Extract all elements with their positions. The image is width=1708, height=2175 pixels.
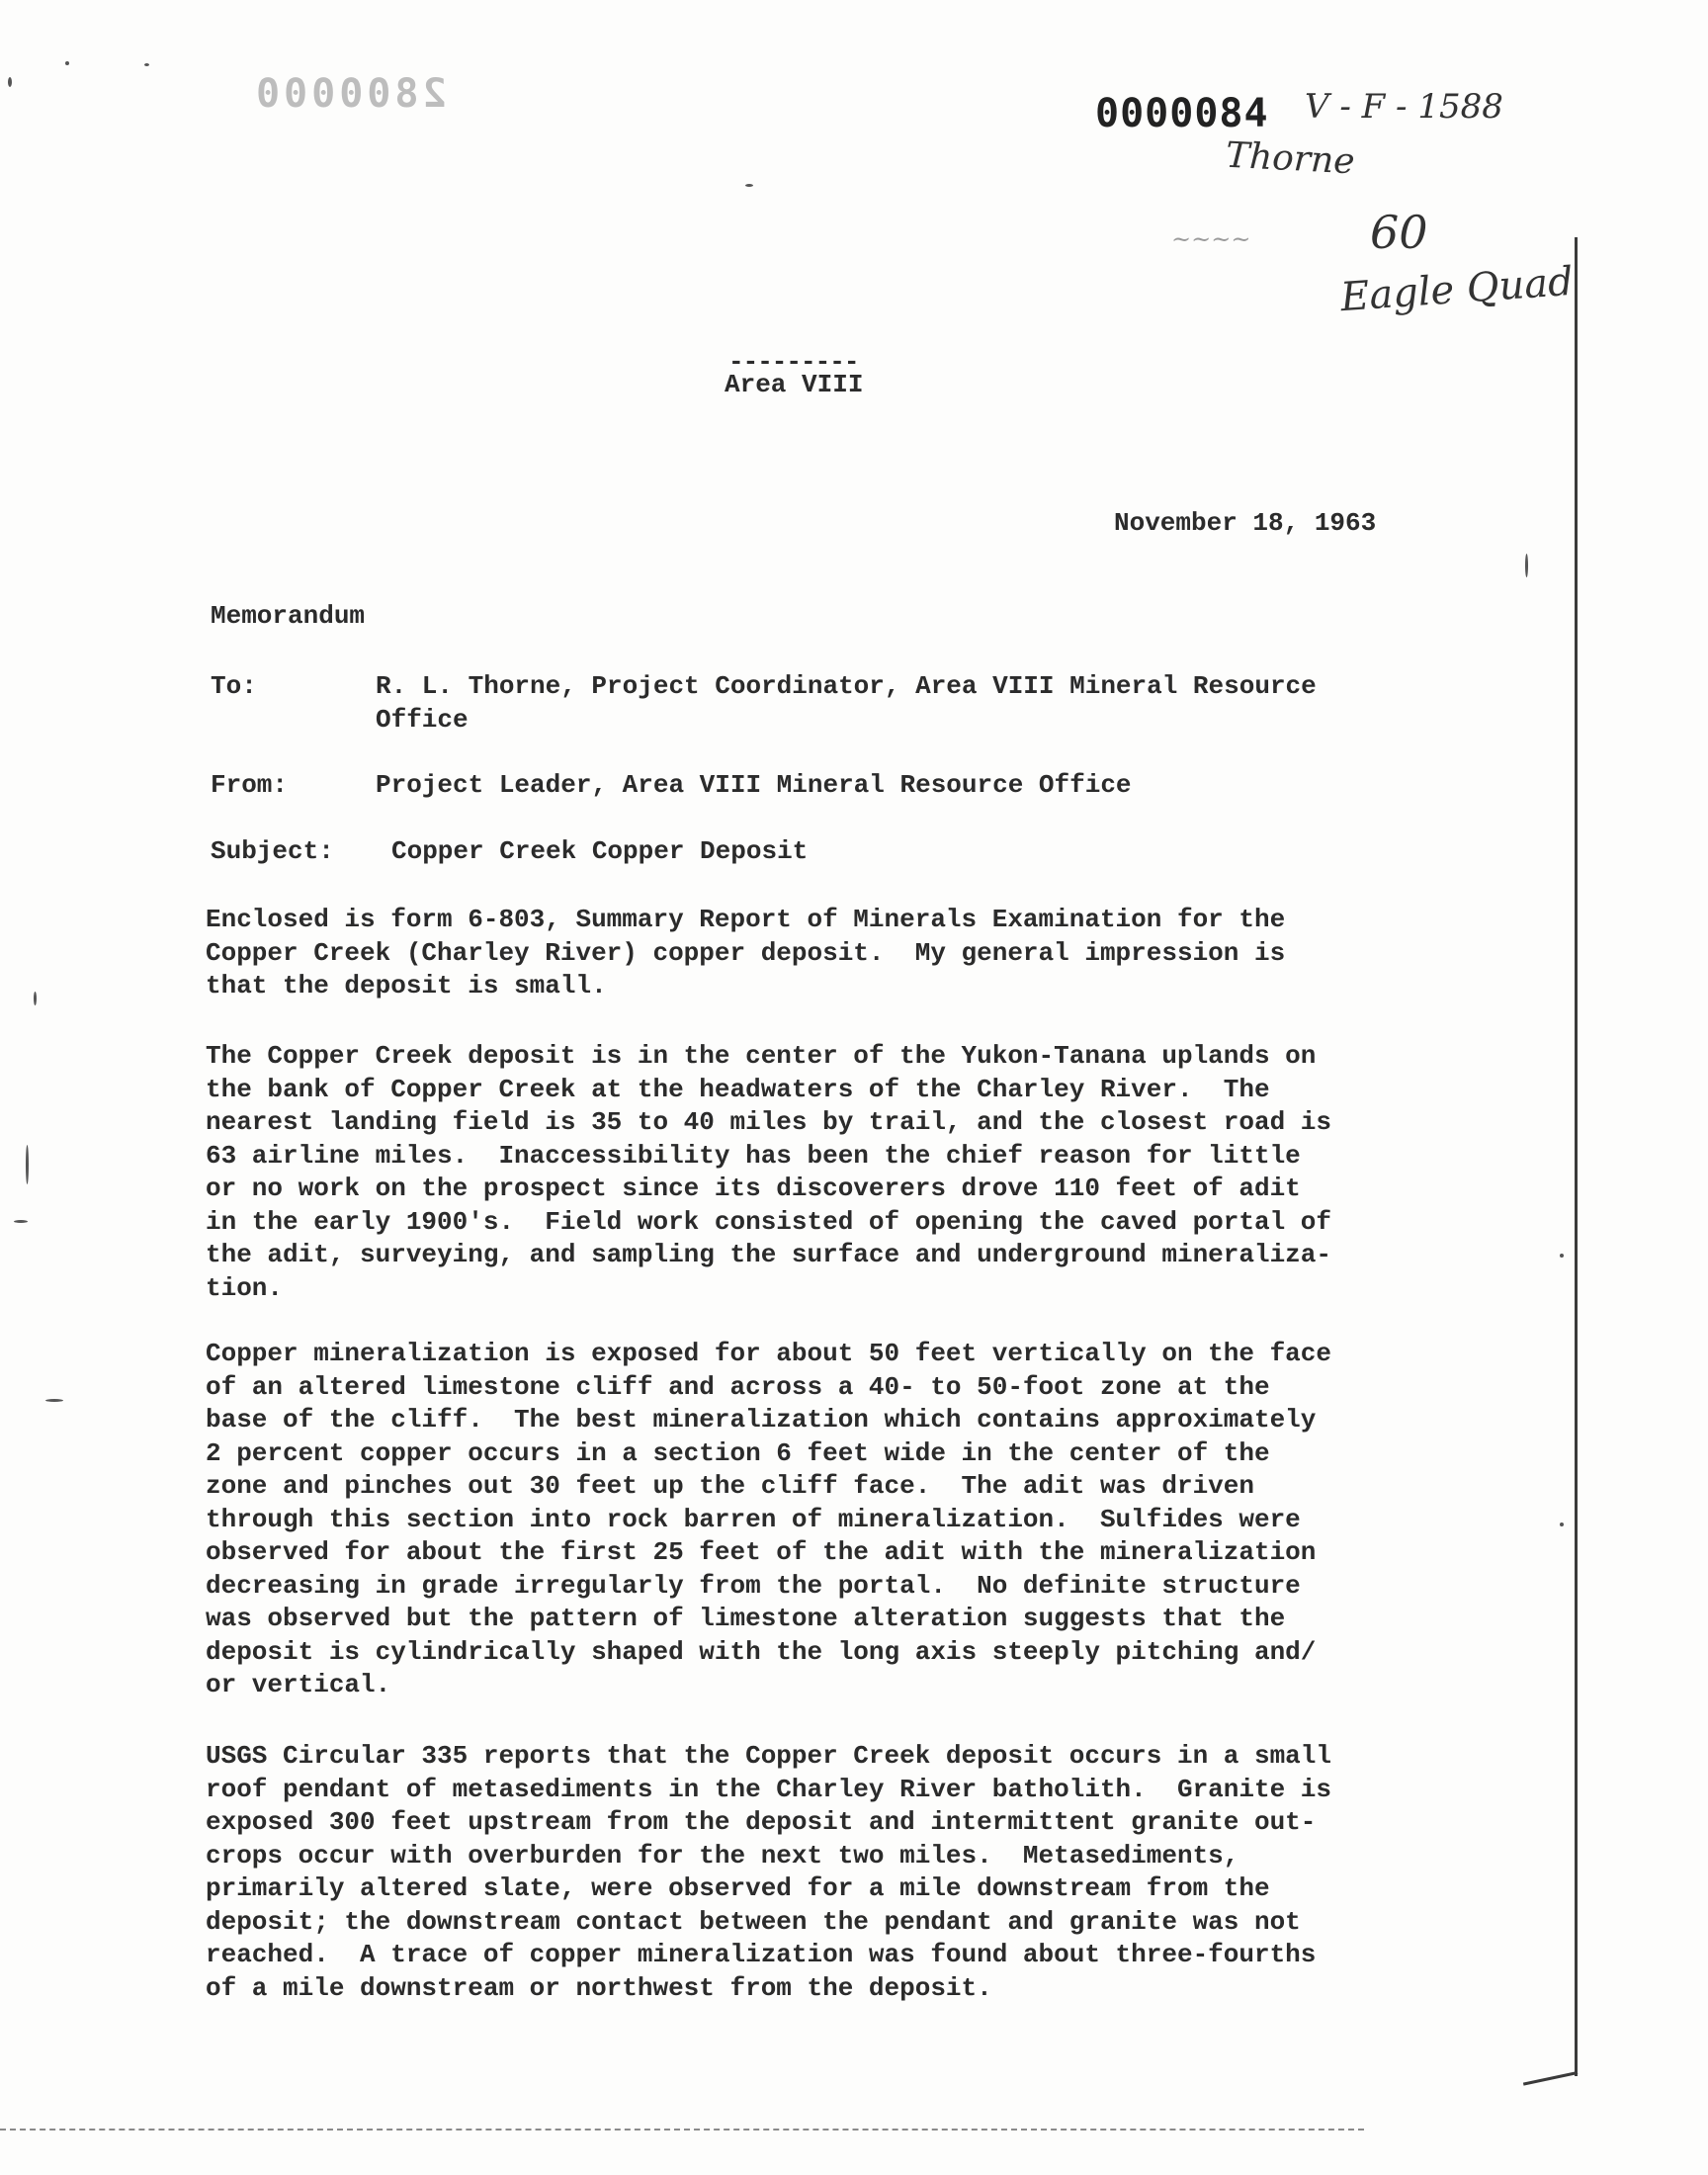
header-rule: --------- bbox=[728, 347, 859, 377]
scan-speck bbox=[1560, 1522, 1564, 1526]
scan-speck bbox=[26, 1145, 29, 1184]
to-recipient: R. L. Thorne, Project Coordinator, Area VIII Mineral Resource Office bbox=[376, 671, 1317, 735]
body-paragraph: Copper mineralization is exposed for about 50 feet vertically on the face of an altered limestone cliff and across a 40- to 50-foot zone at the base of the cliff. The best mineralization which contains approximately 2 percent copper occurs in a section 6 feet wide in the center of the zone and pinches out 30 feet up the cliff face. The adit was driven through this section into rock barren of mineralization. Sulfides were observed for about the first 25 feet of the adit with the mineralization decreasing in grade irregularly from the portal. No definite structure was observed but the pattern of limestone alteration suggests that the deposit is cylindrically shaped with the long axis steeply pitching and/ or vertical. bbox=[206, 1339, 1331, 1699]
scan-speck bbox=[8, 77, 12, 87]
area-title: Area VIII bbox=[725, 370, 864, 399]
handwritten-quad: Eagle Quad bbox=[1338, 258, 1576, 321]
handwritten-name: Thorne bbox=[1225, 134, 1356, 183]
handwritten-number: 60 bbox=[1370, 206, 1428, 259]
scan-speck bbox=[14, 1220, 28, 1223]
page-edge-rule bbox=[1575, 237, 1578, 2076]
body-paragraph: Enclosed is form 6-803, Summary Report of Minerals Examination for the Copper Creek (Charley River) copper deposit. My general impression is that the deposit is small. bbox=[206, 905, 1286, 1000]
subject-label: Subject: bbox=[211, 836, 334, 866]
page-corner-fold bbox=[1523, 2071, 1578, 2086]
scan-speck bbox=[65, 61, 69, 65]
memo-date: November 18, 1963 bbox=[1114, 508, 1377, 538]
from-sender: Project Leader, Area VIII Mineral Resource Office bbox=[376, 770, 1132, 800]
scan-speck bbox=[34, 992, 37, 1005]
scan-speck bbox=[144, 63, 149, 66]
faded-stamp-number: 2800000 bbox=[252, 71, 447, 117]
handwritten-smudge: ~~~~ bbox=[1171, 225, 1251, 253]
document-number-stamp: 0000084 bbox=[1095, 91, 1269, 136]
handwritten-file-reference: V - F - 1588 bbox=[1305, 87, 1503, 127]
body-paragraph: USGS Circular 335 reports that the Copper Creek deposit occurs in a small roof pendant of metasediments in the Charley River batholith. Granite is exposed 300 feet upstream from the deposit and intermittent granite out- crops occur with overburden for the next two miles. Metasediments, primarily altered slate, were observed for a mile downstream from the deposit; the downstream contact between the pendant and granite was not reached. A trace of copper mineralization was found about three-fourths of a mile downstream or northwest from the deposit. bbox=[206, 1741, 1331, 2003]
from-label: From: bbox=[211, 770, 289, 800]
scan-speck bbox=[1525, 554, 1528, 577]
scan-speck bbox=[745, 184, 753, 187]
to-label: To: bbox=[211, 671, 257, 701]
bottom-scan-line bbox=[0, 2129, 1364, 2132]
memo-type-heading: Memorandum bbox=[211, 601, 366, 631]
scan-speck bbox=[45, 1399, 63, 1402]
scan-speck bbox=[1560, 1254, 1564, 1258]
subject-text: Copper Creek Copper Deposit bbox=[391, 836, 809, 866]
body-paragraph: The Copper Creek deposit is in the center of the Yukon-Tanana uplands on the bank of Copper Creek at the headwaters of the Charley River. The nearest landing field is 35 to 40 miles by trail, and the closest road is 63 airline miles. Inaccessibility has been the chief reason for little or no work on the prospect since its discoverers drove 110 feet of adit in the early 1900's. Field work consisted of opening the caved portal of the adit, surveying, and sampling the surface and underground mineraliza- tion. bbox=[206, 1041, 1331, 1303]
